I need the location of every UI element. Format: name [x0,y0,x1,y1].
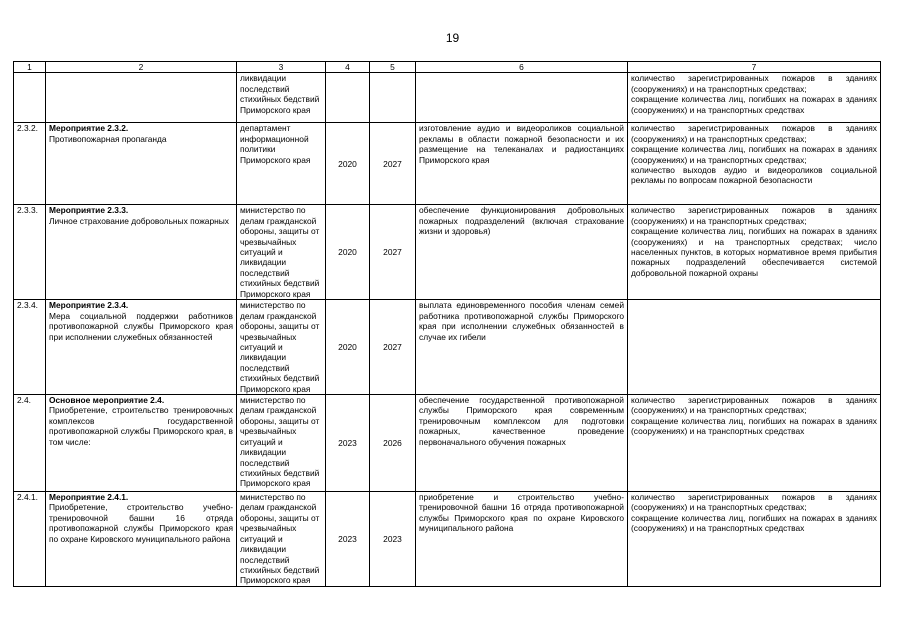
cell-executor: департамент информационной политики Приморского края [237,123,326,205]
measure-text: Приобретение, строительство учебно-тренировочной башни 16 отряда противопожарной службы Приморского края по охране Кировского муниципального района [49,502,233,544]
cell-number [14,73,46,123]
indicator-text: количество зарегистрированных пожаров в зданиях (сооружениях) и на транспортных средствах; [631,123,877,144]
cell-result: изготовление аудио и видеороликов социальной рекламы в области пожарной безопасности и их размещение на телеканалах и радиостанциях Приморского края [416,123,628,205]
table-row [14,492,881,587]
cell-end-year: 2026 [370,395,416,492]
indicator-text: количество зарегистрированных пожаров в зданиях (сооружениях) и на транспортных средствах; [631,492,877,513]
cell-number: 2.3.4. [14,300,46,395]
indicator-text: сокращение количества лиц, погибших на пожарах в зданиях (сооружениях) и на транспортных средствах [631,415,877,437]
cell-measure [46,73,237,123]
column-header: 5 [370,62,416,73]
cell-executor: ликвидации последствий стихийных бедствий Приморского края [237,73,326,123]
cell-result: приобретение и строительство учебно-тренировочной башни 16 отряда противопожарной службы Приморского края по охране Кировского муниципального района [416,492,628,587]
cell-result: обеспечение функционирования добровольных пожарных подразделений (включая страхование жизни и здоровья) [416,205,628,300]
table-row [14,300,881,395]
cell-end-year [370,73,416,123]
program-table [13,61,881,587]
measure-text: Противопожарная пропаганда [49,133,167,144]
cell-start-year: 2023 [326,395,370,492]
column-header: 4 [326,62,370,73]
column-header: 7 [628,62,881,73]
cell-executor: министерство по делам гражданской обороны, защиты от чрезвычайных ситуаций и ликвидации последствий стихийных бедствий Приморского края [237,205,326,300]
measure-title: Мероприятие 2.4.1. [49,492,129,503]
cell-measure [46,123,237,205]
cell-start-year: 2023 [326,492,370,587]
table-row [14,205,881,300]
page-number: 19 [445,31,460,45]
cell-start-year: 2020 [326,205,370,300]
indicator-text: сокращение количества лиц, погибших на пожарах в зданиях (сооружениях) и на транспортных средствах; [631,144,877,165]
column-header: 2 [46,62,237,73]
indicator-text: количество зарегистрированных пожаров в зданиях (сооружениях) и на транспортных средствах; [631,395,877,416]
cell-measure [46,300,237,395]
indicator-text: количество выходов аудио и видеороликов социальной рекламы по вопросам пожарной безопасности [631,165,877,186]
cell-executor: министерство по делам гражданской обороны, защиты от чрезвычайных ситуаций и ликвидации последствий стихийных бедствий Приморского края [237,395,326,492]
cell-executor: министерство по делам гражданской обороны, защиты от чрезвычайных ситуаций и ликвидации последствий стихийных бедствий Приморского края [237,300,326,395]
cell-measure [46,205,237,300]
measure-title: Мероприятие 2.3.4. [49,300,129,311]
cell-indicators [628,395,881,492]
measure-text: Личное страхование добровольных пожарных [49,215,229,226]
header-row [14,62,881,73]
indicator-text: сокращение количества лиц, погибших на пожарах в зданиях (сооружениях) и на транспортных средствах [631,94,877,115]
measure-title: Основное мероприятие 2.4. [49,395,165,406]
cell-measure [46,492,237,587]
cell-start-year: 2020 [326,123,370,205]
cell-result [416,73,628,123]
cell-end-year: 2027 [370,123,416,205]
measure-text: Приобретение, строительство тренировочных комплексов государственной противопожарной службы Приморского края, в том числе: [49,405,233,447]
cell-indicators [628,205,881,300]
cell-end-year: 2027 [370,300,416,395]
cell-result: выплата единовременного пособия членам семей работника противопожарной службы Приморского края при исполнении служебных обязанностей в случае их гибели [416,300,628,395]
cell-indicators [628,300,881,395]
column-header: 3 [237,62,326,73]
cell-executor: министерство по делам гражданской обороны, защиты от чрезвычайных ситуаций и ликвидации последствий стихийных бедствий Приморского края [237,492,326,587]
cell-end-year: 2023 [370,492,416,587]
indicator-text: сокращение количества лиц, погибших на пожарах в зданиях (сооружениях) и на транспортных средствах [631,512,877,534]
cell-number: 2.4. [14,395,46,492]
column-header: 1 [14,62,46,73]
cell-result: обеспечение государственной противопожарной службы Приморского края современным тренировочным комплексом для подготовки пожарных, качественное проведение первоначального обучения пожарных [416,395,628,492]
indicator-text: количество зарегистрированных пожаров в зданиях (сооружениях) и на транспортных средствах; [631,73,877,94]
table-row [14,123,881,205]
cell-end-year: 2027 [370,205,416,300]
indicator-text: сокращение количества лиц, погибших на пожарах в зданиях (сооружениях) и на транспортных средствах; число населенных пунктов, в которых нормативное время прибытия пожарных подразделений обеспечивается системой добровольной пожарной охраны [631,226,877,278]
cell-indicators [628,73,881,123]
column-header: 6 [416,62,628,73]
cell-indicators [628,492,881,587]
cell-number: 2.3.2. [14,123,46,205]
measure-title: Мероприятие 2.3.3. [49,205,129,216]
table-row [14,395,881,492]
indicator-text: количество зарегистрированных пожаров в зданиях (сооружениях) и на транспортных средствах; [631,205,877,226]
table-row [14,73,881,123]
cell-indicators [628,123,881,205]
measure-title: Мероприятие 2.3.2. [49,123,129,134]
measure-text: Мера социальной поддержки работников противопожарной службы Приморского края при исполнении служебных обязанностей [49,310,233,342]
cell-start-year: 2020 [326,300,370,395]
cell-number: 2.4.1. [14,492,46,587]
cell-start-year [326,73,370,123]
cell-measure [46,395,237,492]
cell-number: 2.3.3. [14,205,46,300]
